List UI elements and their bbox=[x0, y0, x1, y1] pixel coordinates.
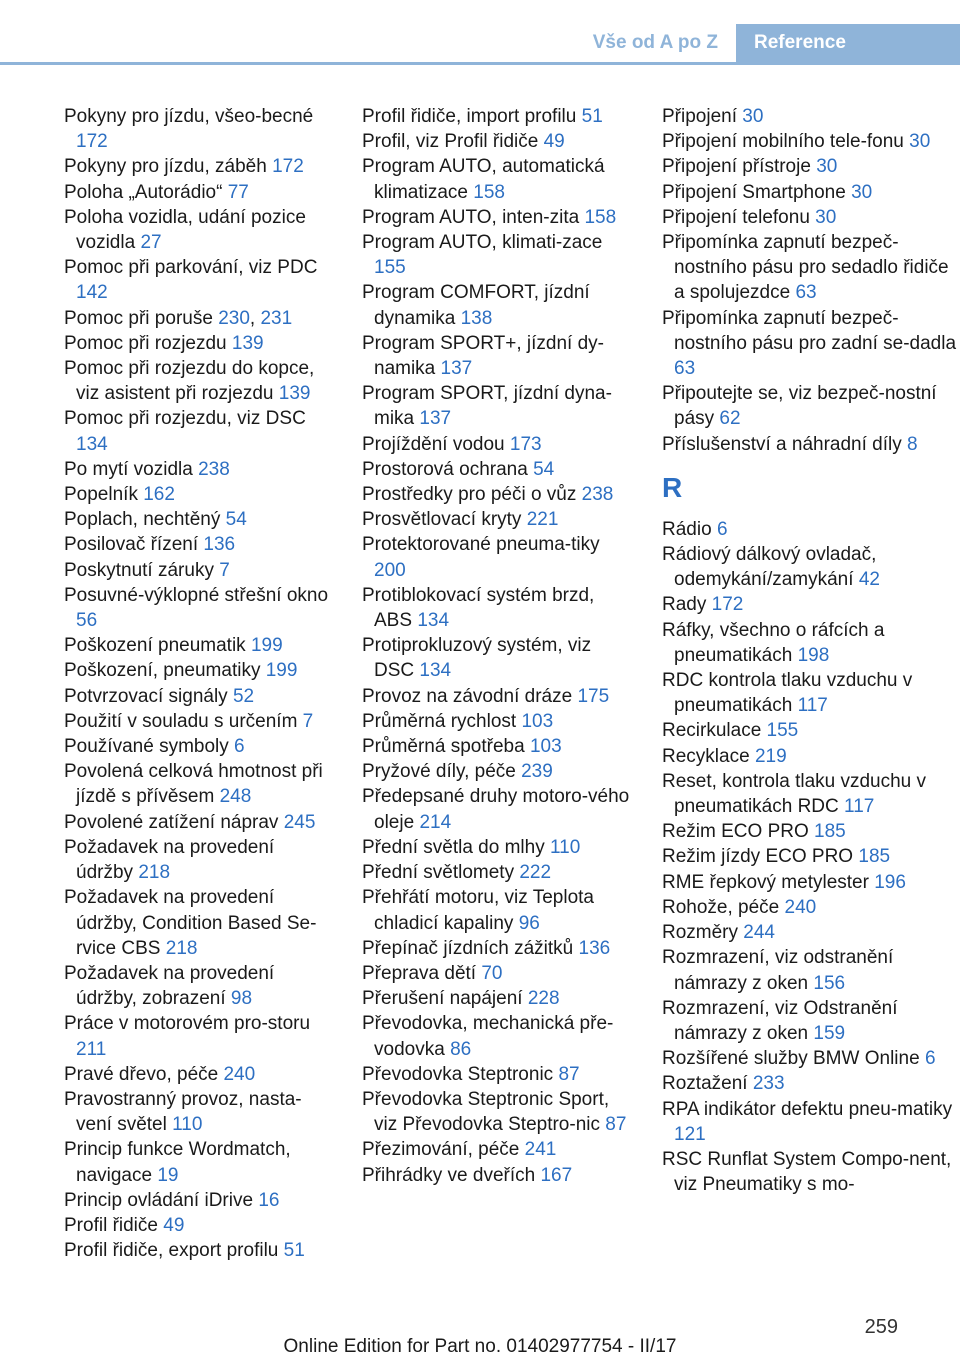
index-entry bbox=[362, 1011, 630, 1061]
index-entry bbox=[362, 961, 630, 986]
page-link[interactable]: 185 bbox=[814, 821, 846, 843]
index-entry bbox=[662, 542, 958, 592]
index-term: Profil řidiče, import profilu bbox=[362, 106, 577, 127]
index-term: Připojení telefonu bbox=[662, 206, 810, 228]
index-term: Potvrzovací signály bbox=[64, 685, 228, 707]
page-link[interactable]: 139 bbox=[278, 383, 311, 405]
index-entry bbox=[662, 381, 958, 431]
index-term: Použití v souladu s určením bbox=[64, 710, 298, 732]
page-link[interactable]: 134 bbox=[76, 433, 108, 455]
index-term: Připojení přístroje bbox=[662, 156, 811, 178]
index-term: Protiblokovací systém brzd, ABS bbox=[362, 584, 595, 632]
index-entry bbox=[662, 718, 958, 743]
page-link[interactable]: 155 bbox=[374, 257, 406, 279]
page-link[interactable]: 77 bbox=[227, 181, 249, 203]
index-entry bbox=[64, 406, 336, 456]
index-term: Rádio bbox=[662, 518, 712, 540]
index-term: Přerušení napájení bbox=[362, 988, 523, 1010]
page-link[interactable]: 175 bbox=[577, 685, 610, 707]
index-term: Poplach, nechtěný bbox=[64, 509, 221, 531]
index-term: Povolené zatížení náprav bbox=[64, 811, 279, 833]
page-number: 259 bbox=[864, 1316, 898, 1338]
index-entry bbox=[662, 895, 958, 920]
page-link[interactable]: 156 bbox=[813, 972, 846, 994]
page-link[interactable]: 139 bbox=[231, 332, 264, 354]
index-entry bbox=[662, 180, 958, 205]
page-link[interactable]: 159 bbox=[813, 1022, 846, 1044]
index-term: Provoz na závodní dráze bbox=[362, 685, 573, 707]
index-term: Přihrádky ve dveřích bbox=[362, 1164, 536, 1186]
page-link[interactable]: 218 bbox=[138, 862, 171, 884]
page-link[interactable]: 103 bbox=[529, 736, 562, 758]
index-entry bbox=[662, 205, 958, 230]
index-entry bbox=[362, 835, 630, 860]
index-column-3 bbox=[662, 104, 958, 1197]
index-term: Rohože, péče bbox=[662, 896, 780, 918]
page-link[interactable]: 230 bbox=[218, 307, 250, 329]
page-link[interactable]: 110 bbox=[172, 1114, 203, 1136]
index-entry bbox=[64, 356, 336, 406]
section-tab[interactable]: Vše od A po Z bbox=[592, 32, 718, 53]
page-link[interactable]: 70 bbox=[481, 962, 503, 984]
index-entry bbox=[64, 1087, 336, 1137]
index-term: Prosvětlovací kryty bbox=[362, 509, 522, 531]
page-link[interactable]: 199 bbox=[265, 660, 298, 682]
index-term: Přepínač jízdních zážitků bbox=[362, 937, 574, 959]
page-link[interactable]: 87 bbox=[558, 1063, 580, 1085]
index-term: Prostorová ochrana bbox=[362, 458, 528, 480]
index-term: Připomínka zapnutí bezpeč-nostního pásu pro sedadlo řidiče a spolujezdce bbox=[662, 232, 949, 304]
page-link[interactable]: 6 bbox=[234, 736, 245, 758]
index-entry bbox=[362, 986, 630, 1011]
page-link[interactable]: 16 bbox=[258, 1189, 280, 1211]
index-entry bbox=[64, 734, 336, 759]
index-column-1 bbox=[64, 104, 336, 1263]
index-term: Příslušenství a náhradní díly bbox=[662, 433, 902, 455]
page-link[interactable]: 233 bbox=[752, 1073, 785, 1095]
page-link[interactable]: 51 bbox=[283, 1240, 305, 1262]
page-link[interactable]: 238 bbox=[581, 484, 614, 506]
page-link[interactable]: 7 bbox=[302, 710, 314, 732]
page-header bbox=[0, 24, 960, 65]
index-term: Přehřátí motoru, viz Teplota chladicí kapaliny bbox=[362, 887, 594, 934]
index-term: RPA indikátor defektu pneu-matiky bbox=[662, 1098, 953, 1120]
page-link[interactable]: 8 bbox=[907, 433, 918, 455]
index-term: Pomoc při rozjezdu do kopce, viz asistent při rozjezdu bbox=[64, 358, 315, 405]
index-entry bbox=[362, 633, 630, 683]
index-entry bbox=[64, 482, 336, 507]
page-link[interactable]: 158 bbox=[584, 206, 617, 228]
page-link[interactable]: 248 bbox=[219, 786, 252, 808]
index-entry bbox=[64, 684, 336, 709]
index-entry bbox=[362, 154, 630, 204]
page-link[interactable]: 30 bbox=[816, 156, 838, 178]
index-term: Princip ovládání iDrive bbox=[64, 1189, 254, 1211]
index-entry bbox=[64, 331, 336, 356]
index-entry bbox=[662, 154, 958, 179]
index-entry bbox=[662, 744, 958, 769]
index-term: Pomoc při poruše bbox=[64, 307, 213, 329]
index-entry bbox=[64, 1011, 336, 1061]
index-entry bbox=[662, 1046, 958, 1071]
page-link[interactable]: 134 bbox=[417, 610, 450, 632]
index-term: Rady bbox=[662, 594, 707, 616]
page-link[interactable]: 87 bbox=[605, 1114, 627, 1136]
page-link[interactable]: 155 bbox=[766, 720, 799, 742]
page-link[interactable]: 162 bbox=[143, 484, 175, 506]
index-entry bbox=[662, 592, 958, 617]
page-link[interactable]: 19 bbox=[157, 1164, 179, 1186]
page-link[interactable]: 240 bbox=[223, 1063, 256, 1085]
page-link[interactable]: 199 bbox=[250, 635, 283, 657]
index-term: Připojení Smartphone bbox=[662, 181, 846, 203]
page-link[interactable]: 6 bbox=[924, 1048, 936, 1070]
index-entry bbox=[362, 860, 630, 885]
index-term: Rozmrazení, viz odstranění námrazy z oken bbox=[662, 947, 894, 994]
index-term: Pravostranný provoz, nasta-vení světel bbox=[64, 1088, 302, 1136]
index-term: Přezimování, péče bbox=[362, 1139, 520, 1161]
index-term: Režim jízdy ECO PRO bbox=[662, 846, 854, 868]
page-link[interactable]: 219 bbox=[754, 745, 787, 767]
index-entry bbox=[64, 835, 336, 885]
reference-tab[interactable]: Reference bbox=[736, 24, 960, 62]
page-link[interactable]: 49 bbox=[543, 131, 565, 153]
page-link[interactable]: 110 bbox=[549, 836, 581, 858]
index-entry bbox=[362, 205, 630, 230]
index-letter-heading: R bbox=[662, 471, 683, 503]
index-term: Pokyny pro jízdu, záběh bbox=[64, 156, 267, 178]
page-link[interactable]: 238 bbox=[198, 458, 230, 480]
index-entry bbox=[362, 1137, 630, 1162]
index-term: Posuvné-výklopné střešní okno bbox=[64, 584, 329, 606]
index-term: Pravé dřevo, péče bbox=[64, 1063, 219, 1085]
index-term: Program AUTO, automatická klimatizace bbox=[362, 156, 605, 203]
index-entry bbox=[64, 104, 336, 154]
index-entry bbox=[362, 280, 630, 330]
index-term: Poskytnutí záruky bbox=[64, 559, 214, 581]
index-entry bbox=[64, 1137, 336, 1187]
page-link[interactable]: 244 bbox=[743, 922, 775, 944]
index-term: Připoutejte se, viz bezpeč-nostní pásy bbox=[662, 383, 937, 430]
page-link[interactable]: 136 bbox=[578, 937, 611, 959]
index-term: Profil řidiče, export profilu bbox=[64, 1240, 279, 1262]
index-entry bbox=[362, 507, 630, 532]
index-term: Poškození pneumatik bbox=[64, 635, 246, 657]
index-entry bbox=[362, 1163, 630, 1188]
index-term: Posilovač řízení bbox=[64, 534, 199, 556]
index-entry bbox=[362, 936, 630, 961]
page-link[interactable]: 198 bbox=[797, 644, 830, 666]
index-term: Poškození, pneumatiky bbox=[64, 660, 261, 682]
index-entry bbox=[64, 709, 336, 734]
page-link[interactable]: 136 bbox=[203, 534, 236, 556]
page-link[interactable]: 214 bbox=[419, 811, 452, 833]
index-entry bbox=[362, 734, 630, 759]
index-entry bbox=[662, 129, 958, 154]
page-link[interactable]: 54 bbox=[225, 509, 247, 531]
page-link[interactable]: 185 bbox=[858, 846, 891, 868]
index-entry bbox=[64, 810, 336, 835]
index-term: Požadavek na provedení údržby bbox=[64, 836, 275, 884]
page-link[interactable]: 222 bbox=[519, 862, 552, 884]
index-term: Požadavek na provedení údržby, zobrazení bbox=[64, 962, 275, 1010]
index-term: Poloha vozidla, udání pozice vozidla bbox=[64, 206, 306, 254]
index-term: Program SPORT, jízdní dyna-mika bbox=[362, 383, 612, 430]
page-link[interactable]: 96 bbox=[518, 912, 540, 934]
index-entry: Pomoc při poruše 230, 231 bbox=[64, 307, 293, 329]
index-entry bbox=[662, 920, 958, 945]
index-term: Profil, viz Profil řidiče bbox=[362, 131, 539, 153]
index-term: RDC kontrola tlaku vzduchu v pneumatikách bbox=[662, 670, 913, 717]
index-entry bbox=[64, 457, 336, 482]
index-term: Rozmrazení, viz Odstranění námrazy z oken bbox=[662, 997, 898, 1044]
page-link[interactable]: 63 bbox=[674, 358, 696, 380]
index-entry bbox=[662, 844, 958, 869]
page-link[interactable]: 200 bbox=[374, 559, 406, 581]
index-term: Protiprokluzový systém, viz DSC bbox=[362, 635, 592, 682]
index-entry bbox=[662, 432, 958, 457]
page-link[interactable]: 142 bbox=[76, 282, 108, 304]
index-term: Popelník bbox=[64, 484, 138, 506]
index-term: Ráfky, všechno o ráfcích a pneumatikách bbox=[662, 619, 885, 666]
index-entry bbox=[64, 1188, 336, 1213]
index-term: RME řepkový metylester bbox=[662, 871, 869, 893]
index-entry bbox=[362, 1062, 630, 1087]
page-link[interactable]: 52 bbox=[232, 685, 255, 707]
index-term: Roztažení bbox=[662, 1073, 748, 1095]
page-link[interactable]: 103 bbox=[521, 710, 554, 732]
index-entry bbox=[64, 255, 336, 305]
index-entry bbox=[662, 668, 958, 718]
page-link[interactable]: 134 bbox=[419, 660, 452, 682]
index-entry bbox=[662, 306, 958, 382]
index-entry bbox=[64, 633, 336, 658]
index-term: Poloha „Autorádio“ bbox=[64, 181, 223, 203]
page-link[interactable]: 138 bbox=[460, 307, 493, 329]
index-term: Pryžové díly, péče bbox=[362, 761, 516, 783]
index-entry bbox=[64, 1062, 336, 1087]
index-term: Projíždění vodou bbox=[362, 433, 505, 455]
index-entry bbox=[362, 104, 630, 129]
index-term: Rozšířené služby BMW Online bbox=[662, 1048, 920, 1070]
index-term: Po mytí vozidla bbox=[64, 458, 193, 480]
page-link[interactable]: 63 bbox=[795, 282, 817, 304]
page-link[interactable]: 51 bbox=[581, 106, 603, 127]
page-link[interactable]: 239 bbox=[521, 761, 553, 783]
index-term: RSC Runflat System Compo-nent, viz Pneumatiky s mo- bbox=[662, 1148, 952, 1196]
index-term: Přední světla do mlhy bbox=[362, 836, 545, 858]
index-entry bbox=[362, 129, 630, 154]
index-entry bbox=[362, 1087, 630, 1137]
index-term: Profil řidiče bbox=[64, 1214, 158, 1236]
index-entry bbox=[64, 507, 336, 532]
index-term: Připojení mobilního tele-fonu bbox=[662, 131, 904, 153]
index-entry bbox=[662, 517, 958, 542]
index-entry bbox=[362, 684, 630, 709]
page-link[interactable]: 62 bbox=[719, 408, 741, 430]
index-term: Přeprava dětí bbox=[362, 962, 477, 984]
page-link[interactable]: 241 bbox=[524, 1139, 557, 1161]
page-link[interactable]: 211 bbox=[76, 1038, 107, 1060]
index-entry bbox=[362, 583, 630, 633]
index-entry bbox=[64, 1213, 336, 1238]
index-entry bbox=[662, 945, 958, 995]
index-entry bbox=[64, 961, 336, 1011]
index-term: Princip funkce Wordmatch, navigace bbox=[64, 1139, 291, 1186]
page-link[interactable]: 245 bbox=[283, 811, 316, 833]
index-entry bbox=[64, 885, 336, 961]
index-entry bbox=[64, 759, 336, 809]
index-term: Program COMFORT, jízdní dynamika bbox=[362, 282, 590, 329]
page-link[interactable]: 56 bbox=[76, 610, 98, 632]
edition-footer: Online Edition for Part no. 01402977754 - II/17 bbox=[283, 1336, 677, 1357]
index-term: Používané symboly bbox=[64, 736, 229, 758]
index-entry bbox=[662, 819, 958, 844]
index-entry bbox=[362, 532, 630, 582]
page-link[interactable]: 30 bbox=[742, 106, 764, 127]
index-term: Režim ECO PRO bbox=[662, 821, 809, 843]
index-entry bbox=[64, 180, 336, 205]
index-term: Předepsané druhy motoro-vého oleje bbox=[362, 786, 630, 833]
page-link[interactable]: 137 bbox=[440, 358, 473, 380]
index-entry bbox=[64, 558, 336, 583]
page-link[interactable]: 27 bbox=[140, 232, 162, 254]
page-link[interactable]: 6 bbox=[716, 518, 728, 540]
index-entry bbox=[362, 709, 630, 734]
index-term: Pomoc při parkování, viz PDC bbox=[64, 257, 318, 279]
index-entry bbox=[362, 331, 630, 381]
page-link[interactable]: 49 bbox=[163, 1214, 185, 1236]
index-term: Průměrná spotřeba bbox=[362, 736, 525, 758]
page-link[interactable]: 86 bbox=[450, 1038, 472, 1060]
index-term: Práce v motorovém pro-storu bbox=[64, 1013, 311, 1035]
index-term: Pomoc při rozjezdu, viz DSC bbox=[64, 408, 306, 430]
index-term: Program AUTO, inten-zita bbox=[362, 206, 580, 228]
page-link[interactable]: 30 bbox=[909, 131, 931, 153]
page-link[interactable]: 231 bbox=[260, 307, 293, 329]
page-link[interactable]: 172 bbox=[76, 131, 108, 153]
index-entry bbox=[64, 1238, 336, 1263]
index-entry bbox=[662, 618, 958, 668]
index-entry bbox=[662, 1071, 958, 1096]
page-link[interactable]: 228 bbox=[527, 988, 560, 1010]
index-term: Program SPORT+, jízdní dy-namika bbox=[362, 332, 604, 380]
index-entry bbox=[362, 381, 630, 431]
page-link[interactable]: 30 bbox=[851, 181, 873, 203]
index-entry bbox=[662, 870, 958, 895]
index-entry bbox=[64, 154, 336, 179]
index-entry bbox=[662, 104, 958, 129]
index-term: Recirkulace bbox=[662, 720, 762, 742]
page-link[interactable]: 7 bbox=[219, 559, 230, 581]
page-link[interactable]: 172 bbox=[272, 156, 304, 178]
index-term: Pokyny pro jízdu, všeo-becné bbox=[64, 106, 314, 127]
index-term: Převodovka Steptronic Sport, viz Převodovka Steptro-nic bbox=[362, 1088, 610, 1136]
page-link[interactable]: 121 bbox=[674, 1123, 706, 1145]
index-term: Požadavek na provedení údržby, Condition Based Se-rvice CBS bbox=[64, 887, 317, 959]
index-term: Přední světlomety bbox=[362, 862, 515, 884]
page-link[interactable]: 30 bbox=[815, 206, 837, 228]
index-term: Recyklace bbox=[662, 745, 750, 767]
page-link[interactable]: 196 bbox=[874, 871, 906, 893]
page-link[interactable]: 172 bbox=[711, 594, 744, 616]
index-entry bbox=[662, 1097, 958, 1147]
index-entry bbox=[362, 784, 630, 834]
index-term: Rozměry bbox=[662, 922, 739, 944]
index-entry bbox=[362, 230, 630, 280]
page-link[interactable]: 173 bbox=[509, 433, 542, 455]
page-link[interactable]: 221 bbox=[526, 509, 559, 531]
index-column-2 bbox=[362, 104, 630, 1188]
index-entry bbox=[662, 1147, 958, 1197]
page-link[interactable]: 167 bbox=[540, 1164, 573, 1186]
index-term: Prostředky pro péči o vůz bbox=[362, 484, 577, 506]
index-entry bbox=[64, 532, 336, 557]
index-entry bbox=[662, 230, 958, 306]
index-term: Převodovka, mechanická pře-vodovka bbox=[362, 1013, 614, 1060]
index-term: Připomínka zapnutí bezpeč-nostního pásu pro zadní se-dadla bbox=[662, 307, 957, 354]
index-entry bbox=[362, 759, 630, 784]
page-link[interactable]: 218 bbox=[165, 937, 198, 959]
index-entry bbox=[662, 769, 958, 819]
page-link[interactable]: 98 bbox=[230, 988, 253, 1010]
index-term: Povolená celková hmotnost při jízdě s přívěsem bbox=[64, 761, 323, 808]
index-entry bbox=[362, 885, 630, 935]
index-term: Program AUTO, klimati-zace bbox=[362, 232, 603, 254]
page-link[interactable]: 137 bbox=[419, 408, 452, 430]
page-link[interactable]: 117 bbox=[797, 695, 828, 717]
page-link[interactable]: 42 bbox=[858, 569, 880, 591]
index-entry bbox=[662, 996, 958, 1046]
page-link[interactable]: 240 bbox=[784, 896, 817, 918]
index-term: Průměrná rychlost bbox=[362, 710, 517, 732]
index-entry bbox=[64, 658, 336, 683]
index-entry bbox=[362, 482, 630, 507]
index-term: Připojení bbox=[662, 106, 737, 127]
index-term: Protektorované pneuma-tiky bbox=[362, 534, 600, 556]
index-term: Reset, kontrola tlaku vzduchu v pneumatikách RDC bbox=[662, 770, 927, 818]
index-entry bbox=[64, 205, 336, 255]
index-entry bbox=[362, 457, 630, 482]
index-entry bbox=[64, 583, 336, 633]
page-link[interactable]: 54 bbox=[533, 458, 555, 480]
index-term: Rádiový dálkový ovladač, odemykání/zamykání bbox=[662, 544, 877, 591]
index-term: Převodovka Steptronic bbox=[362, 1063, 554, 1085]
page-link[interactable]: 117 bbox=[844, 796, 875, 818]
index-term: Pomoc při rozjezdu bbox=[64, 332, 227, 354]
index-entry bbox=[362, 432, 630, 457]
page-link[interactable]: 158 bbox=[473, 181, 505, 203]
